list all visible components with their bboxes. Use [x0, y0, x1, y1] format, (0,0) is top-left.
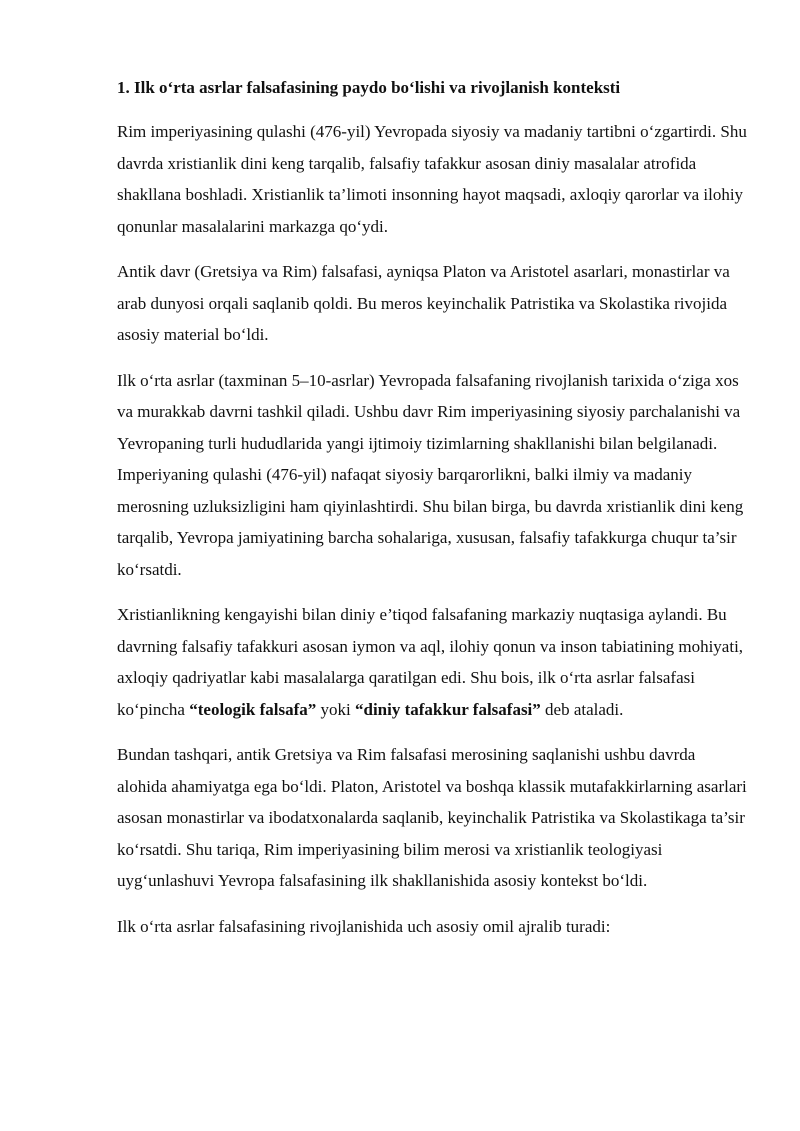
paragraph-5: Bundan tashqari, antik Gretsiya va Rim falsafasi merosining saqlanishi ushbu davrda alohida ahamiyatga ega bo‘ldi. Platon, Aristotel va boshqa klassik mutafakkirlarning asarlari asosan monastirlar va ibodatxonalarda saqlanib, keyinchalik Patristika va Skolastikaga ta’sir ko‘rsatdi. Shu tariqa, Rim imperiyasining bilim merosi va xristianlik teologiyasi uyg‘unlashuvi Yevropa falsafasining ilk shakllanishida asosiy kontekst bo‘ldi. — [117, 745, 747, 890]
term-diniy-tafakkur-falsafasi: “diniy tafakkur falsafasi” — [355, 699, 541, 719]
paragraph-4 — [117, 599, 747, 725]
section-heading: 1. Ilk o‘rta asrlar falsafasining paydo bo‘lishi va rivojlanish konteksti — [117, 78, 621, 97]
paragraph-4-text-a: Xristianlikning kengayishi bilan diniy e’tiqod falsafaning markaziy nuqtasiga aylandi. Bu davrning falsafiy tafakkuri asosan iymon va aql, ilohiy qonun va inson tabiatining mohiyati, axloqiy qadriyatlar kabi masalalarga qaratilgan edi. Shu bois, ilk o‘rta asrlar falsafasi ko‘pincha — [117, 605, 744, 719]
paragraph-4-text-c: deb ataladi. — [540, 699, 624, 719]
paragraph-1: Rim imperiyasining qulashi (476-yil) Yevropada siyosiy va madaniy tartibni o‘zgartirdi. Shu davrda xristianlik dini keng tarqalib, falsafiy tafakkur asosan diniy masalalar atrofida shakllana boshladi. Xristianlik ta’limoti insonning hayot maqsadi, axloqiy qarorlar va ilohiy qonunlar masalalarini markazga qo‘ydi. — [117, 122, 747, 236]
paragraph-2: Antik davr (Gretsiya va Rim) falsafasi, ayniqsa Platon va Aristotel asarlari, monastirlar va arab dunyosi orqali saqlanib qoldi. Bu meros keyinchalik Patristika va Skolastika rivojida asosiy material bo‘ldi. — [117, 262, 730, 344]
paragraph-4-text-b: yoki — [316, 699, 355, 719]
term-teologik-falsafa: “teologik falsafa” — [189, 699, 317, 719]
paragraph-6: Ilk o‘rta asrlar falsafasining rivojlanishida uch asosiy omil ajralib turadi: — [117, 916, 611, 936]
document-page — [117, 72, 747, 956]
paragraph-3: Ilk o‘rta asrlar (taxminan 5–10-asrlar) Yevropada falsafaning rivojlanish tarixida o‘ziga xos va murakkab davrni tashkil qiladi. Ushbu davr Rim imperiyasining siyosiy parchalanishi va Yevropaning turli hududlarida yangi ijtimoiy tizimlarning shakllanishi bilan belgilanadi. Imperiyaning qulashi (476-yil) nafaqat siyosiy barqarorlikni, balki ilmiy va madaniy merosning uzluksizligini ham qiyinlashtirdi. Shu bilan birga, bu davrda xristianlik dini keng tarqalib, Yevropa jamiyatining barcha sohalariga, xususan, falsafiy tafakkurga chuqur ta’sir ko‘rsatdi. — [117, 370, 744, 579]
